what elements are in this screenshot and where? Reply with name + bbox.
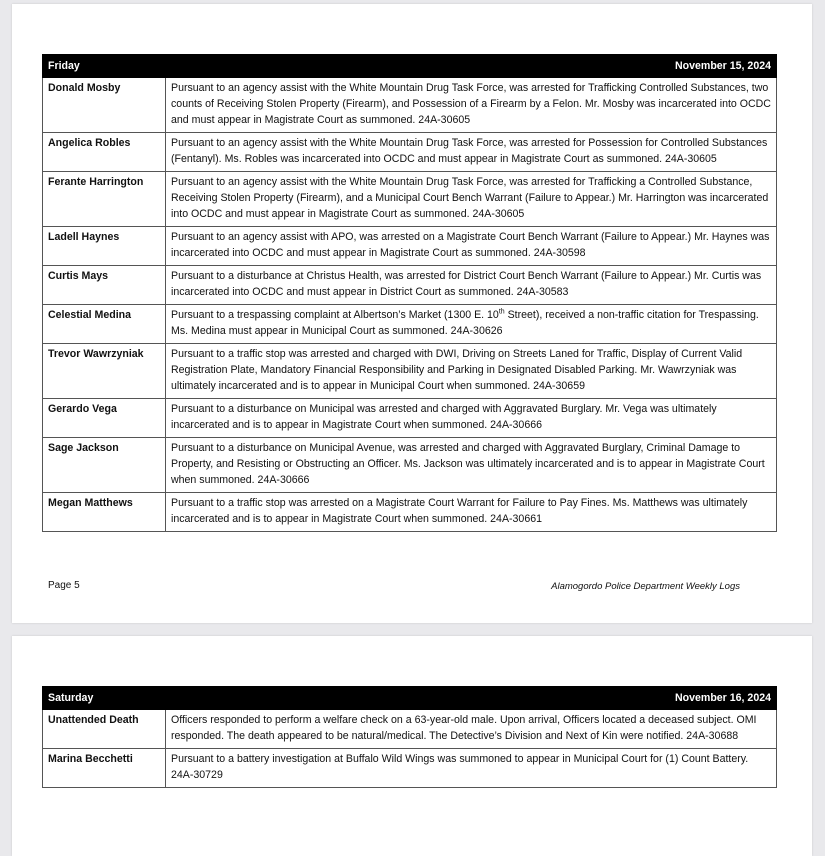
entry-text-part: Street), received a non-traffic citation for Trespassing. Ms. Medina must appear in Municipal Court as summoned. 24A-30626 [171, 309, 759, 337]
table-row [43, 78, 777, 133]
day-label: Friday [43, 55, 166, 78]
entry-name: Unattended Death [43, 710, 166, 749]
page-number: Page 5 [48, 580, 80, 591]
entry-text: Pursuant to a disturbance at Christus Health, was arrested for District Court Bench Warrant (Failure to Appear.) Mr. Curtis was incarcerated into OCDC and must appear in District Court as summoned. 24A-30583 [166, 266, 777, 305]
entry-text: Pursuant to an agency assist with the White Mountain Drug Task Force, was arrested for Trafficking a Controlled Substance, Receiving Stolen Property (Firearm), and a Municipal Court Bench Warrant (Failure to Appear.) Mr. Harrington was incarcerated into OCDC and must appear in Magistrate Court as summoned. 24A-30605 [166, 172, 777, 227]
table-header-row [43, 687, 777, 710]
table-row [43, 344, 777, 399]
entry-text: Pursuant to a battery investigation at Buffalo Wild Wings was summoned to appear in Municipal Court for (1) Count Battery. 24A-30729 [166, 749, 777, 788]
saturday-log-table [42, 686, 777, 788]
entry-name: Ferante Harrington [43, 172, 166, 227]
entry-text: Pursuant to an agency assist with the White Mountain Drug Task Force, was arrested for Trafficking Controlled Substances, two counts of Receiving Stolen Property (Firearm), and Possession of a Firearm by a Felon. Mr. Mosby was incarcerated into OCDC and must appear in Magistrate Court as summoned. 24A-30605 [166, 78, 777, 133]
entry-text-part: Pursuant to a trespassing complaint at Albertson’s Market (1300 E. 10 [171, 309, 499, 321]
table-row [43, 493, 777, 532]
entry-text: Pursuant to a disturbance on Municipal Avenue, was arrested and charged with Aggravated Burglary, Criminal Damage to Property, and Resisting or Obstructing an Officer. Ms. Jackson was ultimately incarcerated and is to appear in Magistrate Court when summoned. 24A-30666 [166, 438, 777, 493]
document-footer-title: Alamogordo Police Department Weekly Logs [551, 581, 740, 592]
table-row [43, 438, 777, 493]
entry-name: Angelica Robles [43, 133, 166, 172]
table-row [43, 227, 777, 266]
date-label: November 15, 2024 [166, 55, 777, 78]
entry-name: Curtis Mays [43, 266, 166, 305]
entry-text [166, 305, 777, 344]
table-header-row [43, 55, 777, 78]
document-page-6 [12, 636, 812, 856]
ordinal-suffix: th [498, 308, 505, 316]
date-label: November 16, 2024 [166, 687, 777, 710]
table-row [43, 133, 777, 172]
entry-name: Sage Jackson [43, 438, 166, 493]
table-row [43, 710, 777, 749]
entry-text: Pursuant to a traffic stop was arrested on a Magistrate Court Warrant for Failure to Pay Fines. Ms. Matthews was ultimately incarcerated and is to appear in Magistrate Court when summoned. 24A-30661 [166, 493, 777, 532]
entry-name: Trevor Wawrzyniak [43, 344, 166, 399]
entry-text: Officers responded to perform a welfare check on a 63-year-old male. Upon arrival, Officers located a deceased subject. OMI responded. The death appeared to be natural/medical. The Detective’s Division and Next of Kin were notified. 24A-30688 [166, 710, 777, 749]
table-row [43, 172, 777, 227]
entry-text: Pursuant to a disturbance on Municipal was arrested and charged with Aggravated Burglary. Mr. Vega was ultimately incarcerated and is to appear in Magistrate Court when summoned. 24A-30666 [166, 399, 777, 438]
entry-name: Megan Matthews [43, 493, 166, 532]
entry-text: Pursuant to an agency assist with the White Mountain Drug Task Force, was arrested for Possession for Controlled Substances (Fentanyl). Ms. Robles was incarcerated into OCDC and must appear in Magistrate Court as summoned. 24A-30605 [166, 133, 777, 172]
entry-text: Pursuant to an agency assist with APO, was arrested on a Magistrate Court Bench Warrant (Failure to Appear.) Mr. Haynes was incarcerated into OCDC and must appear in Magistrate Court as summoned. 24A-30598 [166, 227, 777, 266]
table-row [43, 749, 777, 788]
entry-name: Marina Becchetti [43, 749, 166, 788]
friday-log-table [42, 54, 777, 532]
day-label: Saturday [43, 687, 166, 710]
document-page-5 [12, 4, 812, 623]
entry-name: Gerardo Vega [43, 399, 166, 438]
entry-name: Ladell Haynes [43, 227, 166, 266]
entry-text: Pursuant to a traffic stop was arrested and charged with DWI, Driving on Streets Laned for Traffic, Display of Current Valid Registration Plate, Mandatory Financial Responsibility and Parking in Designated Disabled Parking. Mr. Wawrzyniak was ultimately incarcerated and is to appear in Municipal Court when summoned. 24A-30659 [166, 344, 777, 399]
entry-name: Celestial Medina [43, 305, 166, 344]
table-row [43, 266, 777, 305]
table-row [43, 305, 777, 344]
entry-name: Donald Mosby [43, 78, 166, 133]
table-row [43, 399, 777, 438]
